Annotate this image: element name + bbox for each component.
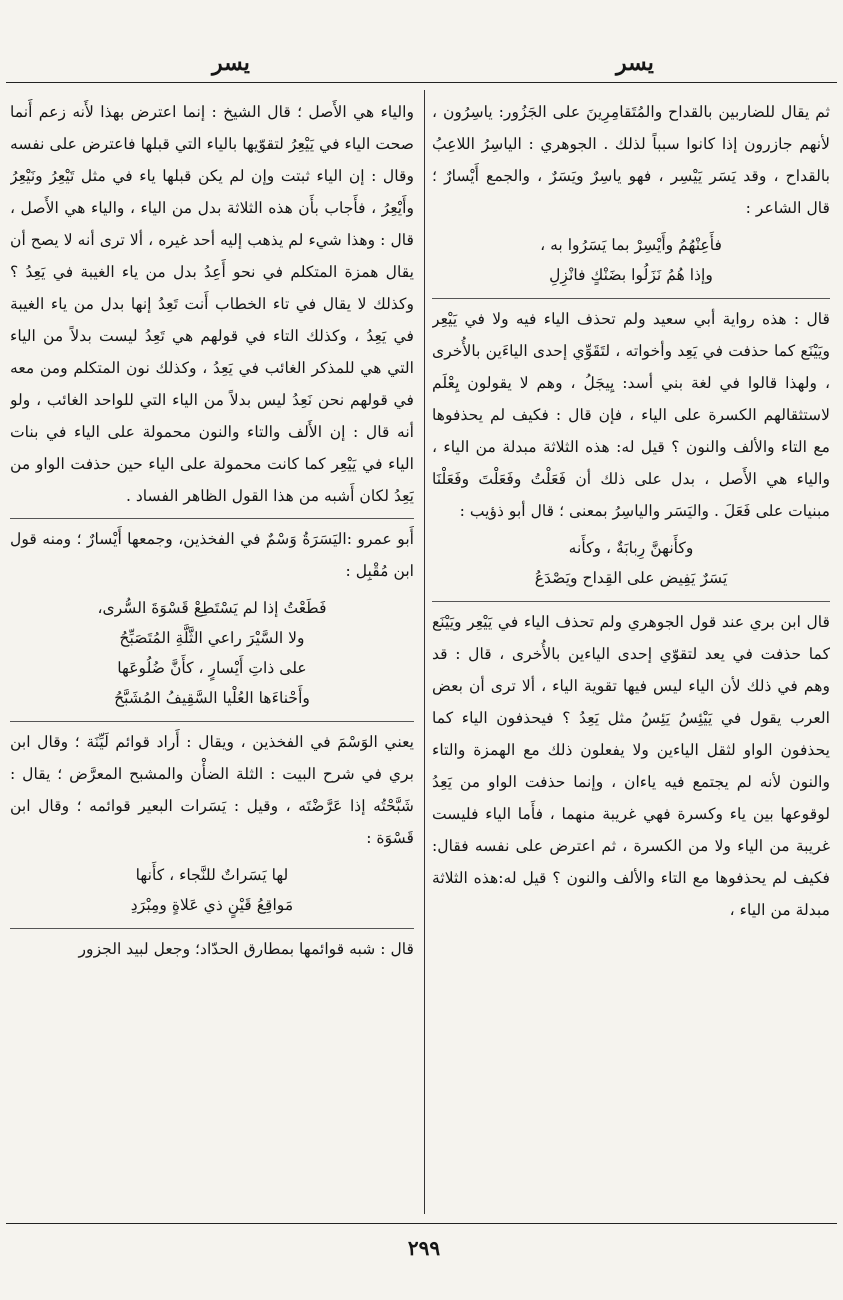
bottom-rule — [6, 1223, 837, 1224]
verse-line: ولا السَّيْرَ راعي الثَّلَّةِ المُتَصَبِّحُ — [119, 629, 305, 647]
verse-line: يَسَرٌ يَفِيض على القِداح ويَصْدَعُ — [534, 569, 728, 587]
column-divider — [424, 90, 425, 1214]
left-paragraph-4: قال : شبه قوائمها بمطارق الحدّاد؛ وجعل لبيد الجزور — [10, 928, 414, 965]
left-verse-1 — [10, 593, 414, 713]
verse-line: وإذا هُمُ نَزَلُوا بضَنْكٍ فانْزِلِ — [549, 266, 713, 284]
right-column — [432, 96, 830, 1216]
right-verse-2 — [432, 533, 830, 593]
running-header-right: يسر — [616, 50, 654, 76]
left-verse-2 — [10, 860, 414, 920]
verse-line: مَواقِعُ قَيْنٍ ذي عَلاةٍ ومِبْرَدِ — [130, 896, 294, 914]
verse-line: على ذاتِ أَيْسارٍ ، كأَنَّ ضُلُوعَها — [117, 659, 307, 677]
verse-line: لها يَسَراتٌ للنَّجاء ، كأَنها — [135, 866, 289, 884]
top-rule — [6, 82, 837, 83]
left-column — [10, 96, 414, 1216]
verse-line: وكأَنهنَّ رِبابَةٌ ، وكأَنه — [568, 539, 694, 557]
right-paragraph-2: قال : هذه رواية أبي سعيد ولم تحذف الياء فيه ولا في يَيْعِر ويَيْنَع كما حذفت في يَعِد وأخواته ، لتَقَوِّي إحدى الياءَين بالأُخرى ، ولهذا قالوا في لغة بني أسد: يِيجَلُ ، وهم لا يقولون يِعْلَم لاستثقالهم الكسرة على الياء ، فإن قال : فكيف لم يحذفوها مع التاء والألف والنون ؟ قيل له: هذه الثلاثة مبدلة من الياء ، والياء هي الأَصل ، بدل على ذلك أن فَعَلْتُ وفَعَلْتَ وفَعَلْنَا مبنيات على فَعَلَ . واليَسَر والياسِرُ بمعنى ؛ قال أبو ذؤيب : — [432, 298, 830, 527]
running-header-left: يسر — [212, 50, 250, 76]
left-paragraph-1: والياء هي الأَصل ؛ قال الشيخ : إنما اعترض بهذا لأَنه زعم أَنما صحت الياء في يَيْعِرُ لتقوّيها بالياء التي قبلها فاعترض على نفسه وقال : إن الياء ثبتت وإن لم يكن قبلها ياء في مثل تَيْعِرُ ونَيْعِرُ وأَيْعِرُ ، فأَجاب بأَن هذه الثلاثة بدل من الياء ، والياء هي الأَصل ، قال : وهذا شيء لم يذهب إليه أحد غيره ، ألا ترى أنه لا يصح أن يقال همزة المتكلم في نحو أَعِدُ بدل من ياء الغيبة في يَعِدُ ؟ وكذلك لا يقال في تاء الخطاب أَنت تَعِدُ إنها بدل من ياء الغيبة في يَعِدُ ، وكذلك التاء في قولهم هي تَعِدُ ليست بدلاً من الياء التي هي للمذكر الغائب في يَعِدُ ، وكذلك نون المتكلم ومن معه في قولهم نحن نَعِدُ ليس بدلاً من الياء التي للواحد الغائب ، ولو أنه قال : إن الأَلف والتاء والنون محمولة على الياء في بنات الياء في يَيْعِر كما كانت محمولة على الياء حين حذفت الواو من يَعِدُ لكان أَشبه من هذا القول الظاهر الفساد . — [10, 103, 414, 505]
left-paragraph-3: يعني الوَسْمَ في الفخذين ، ويقال : أَراد قوائم لَيِّنَة ؛ وقال ابن بري في شرح البيت : الثلة الضأْن والمشبح المعرَّض ؛ يقال : شَبَّحْتُه إذا عَرَّضْتَه ، وقيل : يَسَرات البعير قوائمه ؛ وقال ابن قَسْوَة : — [10, 721, 414, 854]
page-number: ٢٩٩ — [407, 1236, 441, 1260]
verse-line: وأَحْناءَها العُلْيا السَّقِيفُ المُشَبَّحُ — [114, 689, 310, 707]
right-paragraph-1: ثم يقال للضاربين بالقداح والمُتَقامِرِينَ على الجَزُور: ياسِرُون ، لأنهم جازرون إذا كانوا سبباً لذلك . الجوهري : الياسِرُ اللاعِبُ بالقداح ، وقد يَسَر يَيْسِر ، فهو ياسِرٌ ويَسَرٌ ، والجمع أَيْسارٌ ؛ قال الشاعر : — [432, 103, 830, 217]
left-paragraph-2: أَبو عمرو :اليَسَرَةُ وَسْمٌ في الفخذين، وجمعها أَيْسارٌ ؛ ومنه قول ابن مُقْبِل : — [10, 518, 414, 587]
right-verse-1 — [432, 230, 830, 290]
right-paragraph-3: قال ابن بري عند قول الجوهري ولم تحذف الياء في يَيْعِر ويَيْنَع كما حذفت في يعد لتقوّي إحدى الياءين بالأُخرى ، قال : قد وهم في ذلك لأن الياء ليس فيها تقوية الياء ، ألا ترى أن بعض العرب يقول في يَيْئِسُ يَئِسُ مثل يَعِدُ ؟ فيحذفون الياء كما يحذفون الواو لثقل الياءين ولا يفعلون ذلك مع الهمزة والتاء والنون لأنه لم يجتمع فيه ياءان ، وإنما حذفت الواو من يَعِدُ لوقوعها بين ياء وكسرة فهي غريبة منهما ، فأَما الياء فليست غريبة من الياء ولا من الكسرة ، ثم اعترض على نفسه فقال: فكيف لم يحذفوها مع التاء والألف والنون ؟ قيل له:هذه الثلاثة مبدلة من الياء ، — [432, 601, 830, 926]
verse-line: فَطَعْتُ إذا لم يَسْتَطِعْ قَسْوَةَ السُّرى، — [97, 599, 327, 617]
verse-line: فأَعِنْهُمُ وأَيْسِرْ بما يَسَرُوا به ، — [540, 236, 722, 254]
